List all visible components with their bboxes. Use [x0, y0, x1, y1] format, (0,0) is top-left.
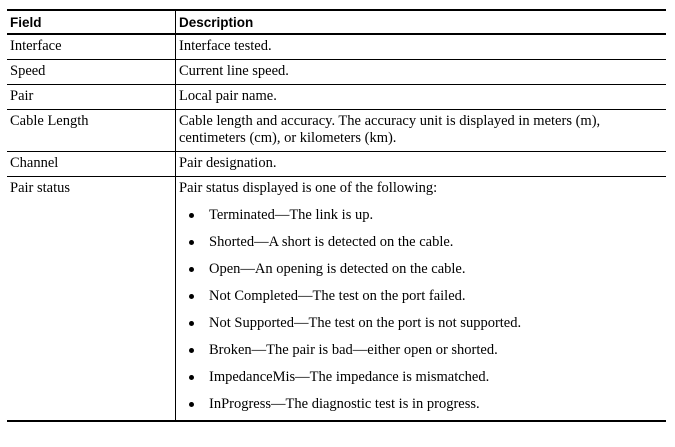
header-field: Field: [7, 10, 176, 34]
list-item: InProgress—The diagnostic test is in progress.: [179, 396, 662, 413]
list-item: Not Completed—The test on the port failed.: [179, 288, 662, 305]
list-item: ImpedanceMis—The impedance is mismatched.: [179, 369, 662, 386]
field-cell: Cable Length: [7, 110, 176, 152]
list-item: Open—An opening is detected on the cable.: [179, 261, 662, 278]
description-cell: Current line speed.: [176, 60, 667, 85]
table-row: [7, 60, 666, 85]
field-cell: Interface: [7, 34, 176, 60]
table-row: [7, 110, 666, 152]
table-row: [7, 177, 666, 422]
table-row: [7, 152, 666, 177]
description-cell: Cable length and accuracy. The accuracy unit is displayed in meters (m), centimeters (cm), or kilometers (km).: [176, 110, 667, 152]
field-cell: Channel: [7, 152, 176, 177]
description-cell: Pair designation.: [176, 152, 667, 177]
field-cell: Pair status: [7, 177, 176, 422]
pair-status-list: [179, 207, 662, 413]
field-description-table: [7, 9, 666, 422]
description-cell: Interface tested.: [176, 34, 667, 60]
field-cell: Speed: [7, 60, 176, 85]
header-row: [7, 10, 666, 34]
header-description: Description: [176, 10, 667, 34]
pair-status-intro: Pair status displayed is one of the following:: [179, 180, 438, 196]
description-cell: Local pair name.: [176, 85, 667, 110]
table-row: [7, 85, 666, 110]
field-cell: Pair: [7, 85, 176, 110]
list-item: Shorted—A short is detected on the cable.: [179, 234, 662, 251]
list-item: Not Supported—The test on the port is not supported.: [179, 315, 662, 332]
description-cell: [176, 177, 667, 422]
list-item: Terminated—The link is up.: [179, 207, 662, 224]
list-item: Broken—The pair is bad—either open or shorted.: [179, 342, 662, 359]
table-row: [7, 34, 666, 60]
